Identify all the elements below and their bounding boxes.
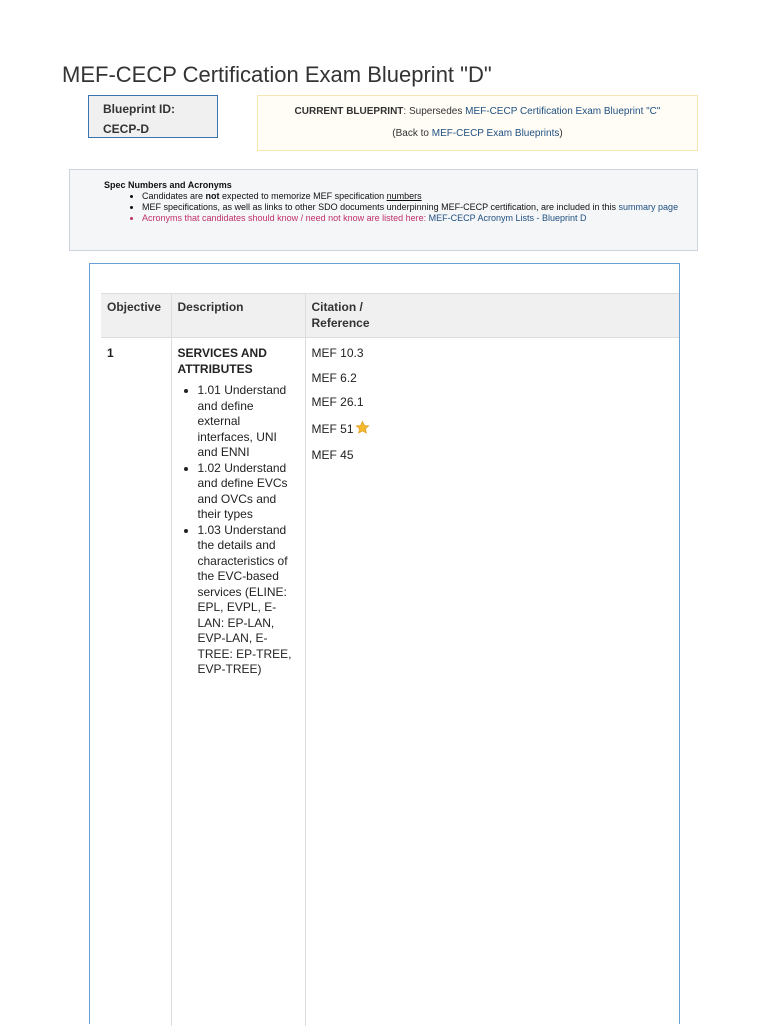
objective-item: • 1.01 Understand and define external interfaces, UNI and ENNI bbox=[198, 383, 299, 461]
exam-blueprints-link[interactable]: MEF-CECP Exam Blueprints bbox=[432, 128, 560, 139]
blueprint-table bbox=[101, 293, 679, 1026]
blueprint-c-link[interactable]: MEF-CECP Certification Exam Blueprint "C" bbox=[465, 106, 660, 117]
citation-item: MEF 26.1 bbox=[312, 395, 674, 411]
current-blueprint-label: CURRENT BLUEPRINT bbox=[295, 106, 404, 117]
section-title: SERVICES AND ATTRIBUTES bbox=[178, 346, 299, 377]
spec-numbers-panel bbox=[69, 169, 698, 251]
objective-item: • 1.02 Understand and define EVCs and OVCs and their types bbox=[198, 461, 299, 523]
spec-item-text: MEF specifications, as well as links to other SDO documents underpinning MEF-CECP certification, are included in this bbox=[142, 202, 619, 212]
blueprint-id-value: CECP-D bbox=[103, 119, 217, 139]
current-blueprint-line bbox=[258, 106, 697, 117]
column-header-objective: Objective bbox=[101, 294, 171, 338]
back-to-blueprints-line bbox=[258, 128, 697, 139]
spec-item-bold: not bbox=[206, 191, 220, 201]
objective-list bbox=[178, 383, 299, 678]
citation-header-line2: Reference bbox=[312, 315, 674, 331]
citation-cell bbox=[305, 338, 679, 1026]
current-blueprint-notice bbox=[257, 95, 698, 151]
spec-item-acronyms bbox=[142, 213, 685, 224]
citation-header-line1: Citation / bbox=[312, 299, 674, 315]
numbers-underlined: numbers bbox=[387, 191, 422, 201]
back-prefix: (Back to bbox=[392, 128, 431, 139]
spec-panel-heading: Spec Numbers and Acronyms bbox=[104, 180, 685, 191]
page-title: MEF-CECP Certification Exam Blueprint "D" bbox=[62, 62, 492, 88]
citation-item: MEF 45 bbox=[312, 448, 674, 464]
blueprint-id-box bbox=[88, 95, 218, 138]
star-icon bbox=[355, 420, 370, 440]
blueprint-table-frame bbox=[89, 263, 680, 1024]
column-header-citation bbox=[305, 294, 679, 338]
acronym-lists-link[interactable]: MEF-CECP Acronym Lists - Blueprint D bbox=[429, 213, 587, 223]
spec-item-summary bbox=[142, 202, 685, 213]
objective-cell bbox=[101, 338, 171, 1026]
citation-item-starred bbox=[312, 420, 674, 440]
objective-number: 1 bbox=[107, 346, 114, 360]
spec-item-numbers bbox=[142, 191, 685, 202]
back-suffix: ) bbox=[559, 128, 562, 139]
citation-item: MEF 10.3 bbox=[312, 346, 674, 362]
spec-item-text: Candidates are bbox=[142, 191, 206, 201]
spec-item-text: Acronyms that candidates should know / need not know are listed here: bbox=[142, 213, 429, 223]
description-cell bbox=[171, 338, 305, 1026]
table-row bbox=[101, 338, 679, 1026]
citation-item: MEF 6.2 bbox=[312, 371, 674, 387]
objective-item: • 1.03 Understand the details and characteristics of the EVC-based services (ELINE: EPL, EVPL, E-LAN: EP-LAN, EVP-LAN, E-TREE: EP-TREE, EVP-TREE) bbox=[198, 523, 299, 678]
summary-page-link[interactable]: summary page bbox=[619, 202, 679, 212]
table-header-row bbox=[101, 294, 679, 338]
citation-item: MEF 51 bbox=[312, 422, 354, 436]
spec-list bbox=[104, 191, 685, 224]
column-header-description: Description bbox=[171, 294, 305, 338]
blueprint-id-label: Blueprint ID: bbox=[103, 99, 217, 119]
supersedes-text: : Supersedes bbox=[403, 106, 465, 117]
spec-item-text: expected to memorize MEF specification bbox=[220, 191, 387, 201]
